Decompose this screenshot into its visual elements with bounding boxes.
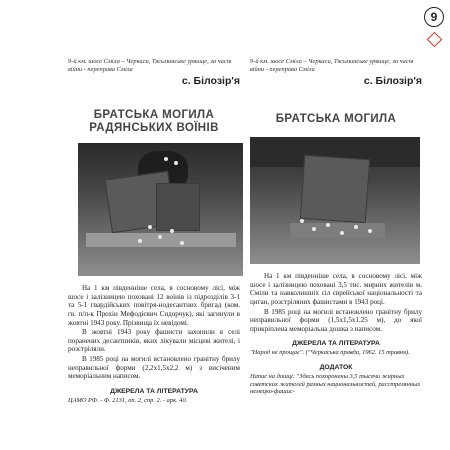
left-column [68,58,240,404]
left-location-note: 9-й км. шосе Сміла – Черкаси, Тясьминське урвище, за часів війни - переправа Сміли [68,58,232,73]
left-body-text [68,284,240,381]
left-paragraph: На 1 км південніше села, в сосновому лісі, між шосе і залізницею поховані 12 воїнів із підрозділів 3-1 та 5-1 гвардійських повітря-нодесантних бригад (ком. гв. п/п-к Прохін Мефодієвич Сидорчук), які загинули в жовтні 1943 року. Прізвища їх невідомі. [68,284,240,327]
left-paragraph: В жовтні 1943 року фашисти захопили в селі поранених десантників, яких лікували місцеві жителі, і розстріляли. [68,328,240,354]
left-source: ЦАМО РФ. - Ф. 2131, оп. 2, спр. 2. - арк. 40. [68,396,188,404]
right-body-text [250,272,422,333]
right-column [250,58,422,396]
right-sources-heading: ДЖЕРЕЛА ТА ЛІТЕРАТУРА [292,340,380,348]
right-paragraph: На 1 км південніше села, в сосновому лісі, між шосе і залізницею поховані 3,5 тис. мирних жителів м. Сміли та навколишніх сіл єврейської національності та циган, розстріляних фашистами в 1943 році. [250,272,422,306]
right-memorial-photo [250,137,420,264]
right-location-note: 9-й км. шосе Сміла – Черкаси, Тясьминське урвище, за часів війни - переправа Сміли [250,58,414,73]
diamond-ornament-icon [427,32,443,48]
page-number: 9 [430,10,438,24]
right-village-name: с. Білозір'я [363,75,422,88]
left-memorial-photo [78,143,243,276]
left-village-name: с. Білозір'я [181,75,240,88]
right-paragraph: В 1985 році на могилі встановлено гранітну брилу неправильної форми (1,5х1,5х1,25 м), до якої прикріплена меморіальна дошка з написом. [250,307,422,333]
left-title: БРАТСЬКА МОГИЛА РАДЯНСЬКИХ ВОЇНІВ [89,109,219,135]
left-paragraph: В 1985 році на могилі встановлено гранітну брилу неправильної форми (2,2х1,5х2,2 м) з висіченим меморіальним написом. [68,354,240,381]
page-number-badge [424,7,444,27]
left-sources-heading: ДЖЕРЕЛА ТА ЛІТЕРАТУРА [110,387,198,395]
right-source: "Народ не прощає". ("Черкаська правда, 1962. 15 травня). [250,349,410,357]
right-addendum: Напис на дошці: "Здесь похоронены 3,5 тысячи жирных советских жителей разных национальностей, расстрелянных немецко-фашис- [250,372,421,396]
right-addendum-heading: ДОДАТОК [319,363,353,371]
right-title: БРАТСЬКА МОГИЛА [275,113,397,126]
